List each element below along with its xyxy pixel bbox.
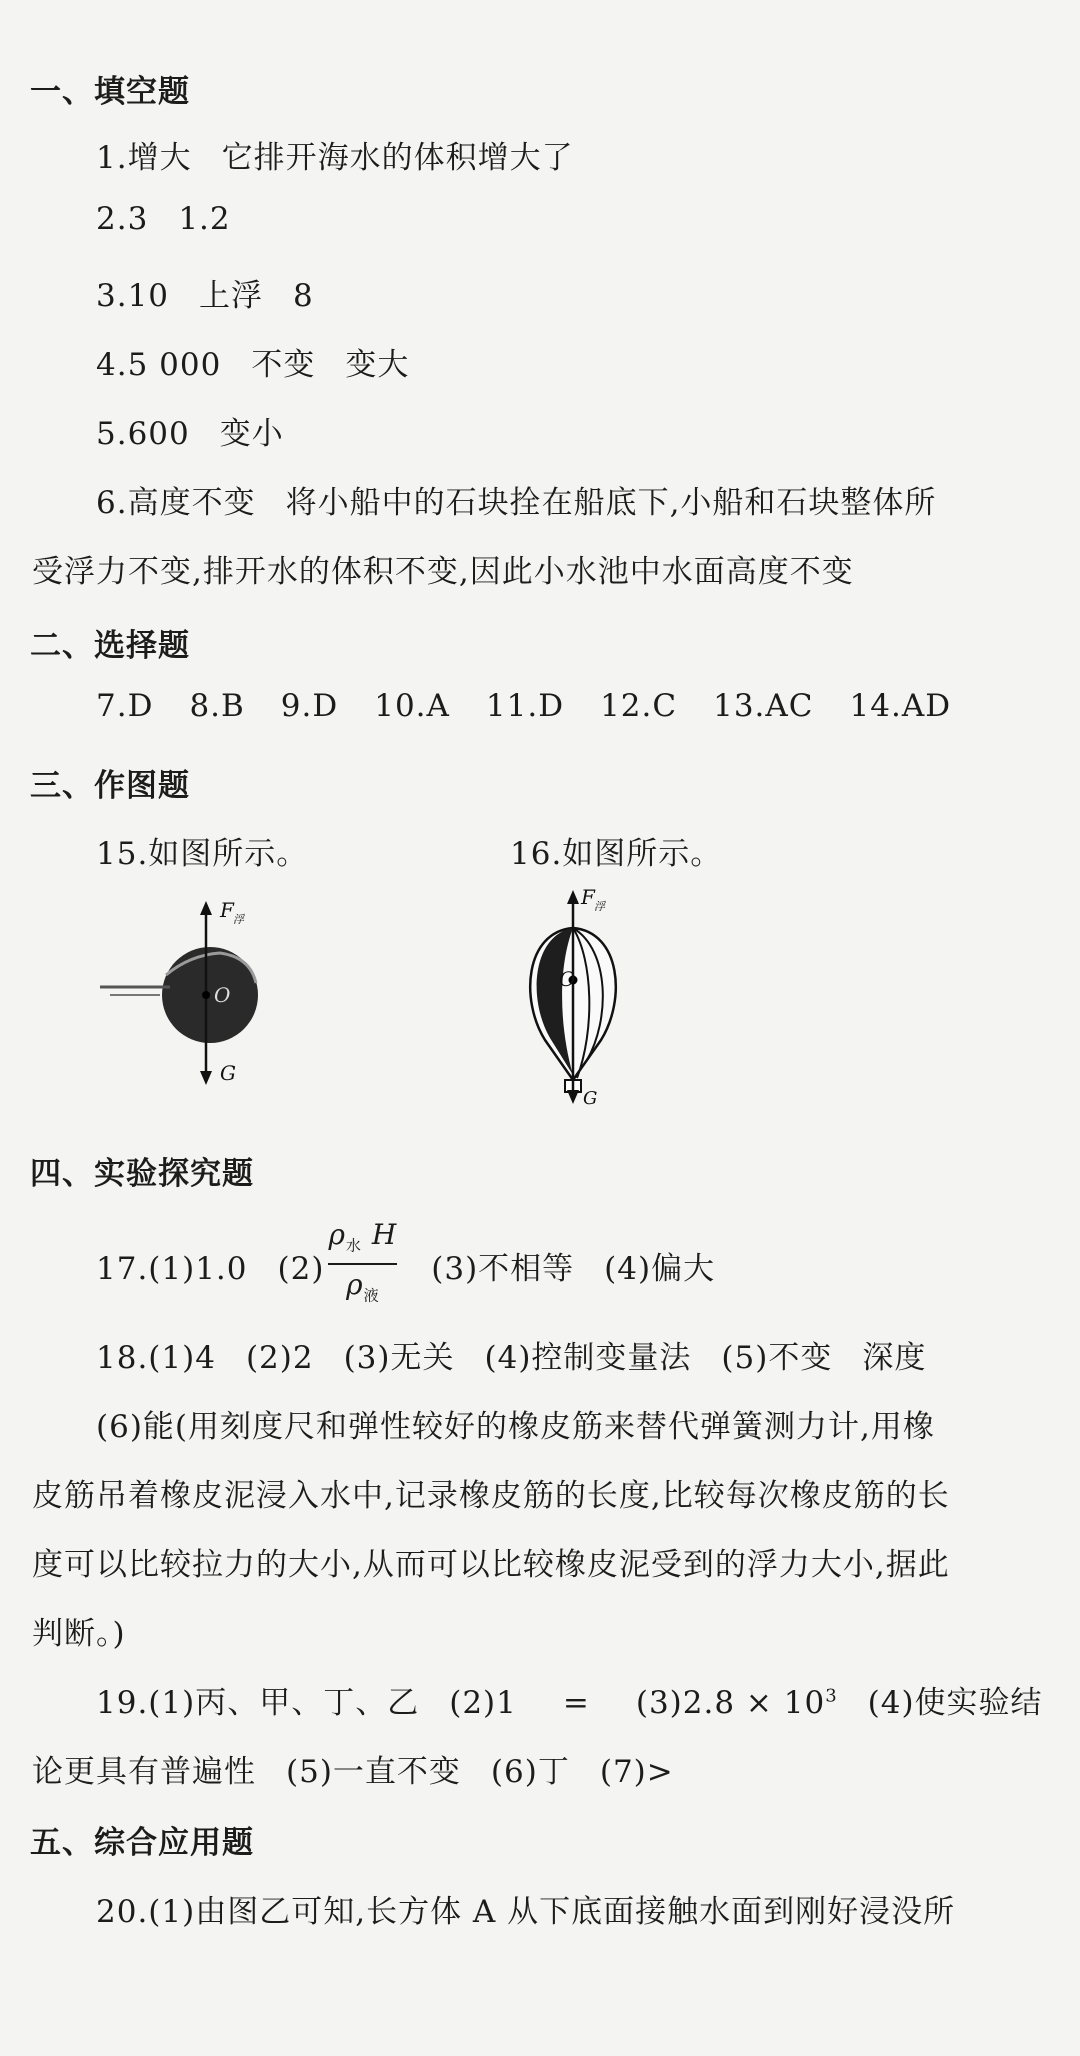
section-heading-application: 五、综合应用题	[30, 1825, 254, 1861]
answer-q20-line1: 20.(1)由图乙可知,长方体 A 从下底面接触水面到刚好浸没所	[96, 1894, 956, 1930]
label-f-sub: 浮	[233, 913, 244, 926]
answer-q6-part1: 6.高度不变	[96, 485, 256, 521]
answer-q18-line3: 皮筋吊着橡皮泥浸入水中,记录橡皮筋的长度,比较每次橡皮筋的长	[32, 1478, 950, 1514]
answer-q19-part6: (6)丁	[490, 1754, 570, 1790]
answer-q5	[96, 408, 284, 453]
answer-q19-part2: (2)1	[449, 1685, 517, 1721]
label-o: O	[214, 983, 231, 1007]
answer-q18-line4: 度可以比较拉力的大小,从而可以比较橡皮泥受到的浮力大小,据此	[32, 1547, 950, 1583]
label-f: F	[220, 898, 234, 922]
label-o: O	[559, 967, 576, 991]
answer-q18-part6: 深度	[862, 1340, 927, 1376]
answer-q2	[96, 201, 231, 237]
answer-q19-part7: (7)>	[599, 1754, 674, 1790]
answer-q18-part1: 18.(1)4	[96, 1340, 216, 1376]
answer-q6-line1	[96, 477, 936, 522]
answer-q17-part3: (3)不相等	[431, 1251, 575, 1288]
choice-answer: 8.B	[189, 688, 245, 724]
figure-16	[505, 880, 665, 1114]
answer-q4	[96, 339, 409, 384]
answer-q18-line5: 判断。)	[32, 1616, 126, 1652]
answer-q19-exponent: 3	[825, 1685, 838, 1707]
choice-answer: 10.A	[374, 688, 450, 724]
answer-q18-part5: (5)不变	[721, 1340, 833, 1376]
choice-answer: 9.D	[280, 688, 339, 724]
answer-q2-part1: 2.3	[96, 201, 149, 237]
answer-q19-part2-sign: =	[562, 1685, 590, 1721]
answer-q17	[96, 1218, 716, 1319]
answer-q15-caption: 15.如图所示。	[96, 836, 309, 872]
section-heading-experiment: 四、实验探究题	[30, 1156, 254, 1192]
buoyancy-arrowhead	[200, 901, 212, 915]
choice-answer: 11.D	[485, 688, 565, 724]
choice-answer: 12.C	[600, 688, 678, 724]
answer-q6-part2: 将小船中的石块拴在船底下,小船和石块整体所	[285, 485, 937, 521]
answer-q19-part4-cont: 论更具有普遍性	[32, 1754, 256, 1790]
answer-q1	[96, 132, 574, 177]
choice-answer: 14.AD	[849, 688, 952, 724]
section-heading-fill-in: 一、填空题	[30, 74, 190, 110]
answer-q19-part3: (3)2.8 × 10	[635, 1685, 826, 1721]
answer-q18-part3: (3)无关	[343, 1340, 455, 1376]
answer-q3	[96, 270, 314, 315]
answer-q4-part3: 变大	[345, 347, 410, 383]
fraction-sub-liquid: 液	[363, 1286, 380, 1305]
fraction-rho: ρ	[328, 1218, 346, 1251]
answer-q3-part2: 上浮	[199, 278, 264, 314]
answer-q18-line1	[96, 1332, 926, 1377]
fraction-sub-water: 水	[345, 1236, 362, 1255]
answer-q18-part4: (4)控制变量法	[484, 1340, 692, 1376]
answer-q18-part2: (2)2	[245, 1340, 314, 1376]
section-heading-choice: 二、选择题	[30, 628, 190, 664]
fraction-rho: ρ	[346, 1267, 364, 1301]
answer-q6-line2: 受浮力不变,排开水的体积不变,因此小水池中水面高度不变	[32, 554, 854, 590]
answer-q5-part2: 变小	[219, 416, 284, 452]
answer-q5-part1: 5.600	[96, 416, 190, 452]
center-point	[202, 991, 210, 999]
choice-answer: 13.AC	[713, 688, 814, 724]
answer-q16-caption: 16.如图所示。	[510, 836, 723, 872]
answer-q17-part2-label: (2)	[277, 1251, 325, 1288]
gravity-arrowhead	[567, 1090, 579, 1104]
answer-q1-value: 1.增大	[96, 140, 192, 176]
answer-q17-fraction	[328, 1218, 397, 1315]
answer-q19-line1	[96, 1677, 1043, 1722]
label-g: G	[220, 1061, 236, 1085]
label-f-sub: 浮	[594, 900, 605, 913]
answer-q3-part3: 8	[293, 278, 314, 314]
gravity-arrowhead	[200, 1071, 212, 1085]
answer-q2-part2: 1.2	[178, 201, 231, 237]
figure-15	[100, 895, 280, 1099]
buoyancy-arrowhead	[567, 890, 579, 904]
fraction-h: H	[371, 1218, 398, 1251]
answer-q19-part4: (4)使实验结	[867, 1685, 1043, 1721]
answer-q4-part1: 4.5 000	[96, 347, 222, 383]
answer-q18-line2: (6)能(用刻度尺和弹性较好的橡皮筋来替代弹簧测力计,用橡	[96, 1409, 935, 1445]
section-heading-drawing: 三、作图题	[30, 768, 190, 804]
answer-q3-part1: 3.10	[96, 278, 170, 314]
answer-q19-line2	[32, 1746, 674, 1791]
answer-q4-part2: 不变	[251, 347, 316, 383]
answer-q1-reason: 它排开海水的体积增大了	[221, 140, 574, 176]
answer-q17-part1: 17.(1)1.0	[96, 1251, 248, 1288]
answer-q17-part4: (4)偏大	[604, 1251, 716, 1288]
answer-q19-part5: (5)一直不变	[286, 1754, 461, 1790]
label-g: G	[583, 1088, 598, 1109]
choice-answer: 7.D	[96, 688, 154, 724]
label-f: F	[581, 885, 595, 909]
answer-q19-part1: 19.(1)丙、甲、丁、乙	[96, 1685, 420, 1721]
choice-answers	[96, 688, 987, 724]
